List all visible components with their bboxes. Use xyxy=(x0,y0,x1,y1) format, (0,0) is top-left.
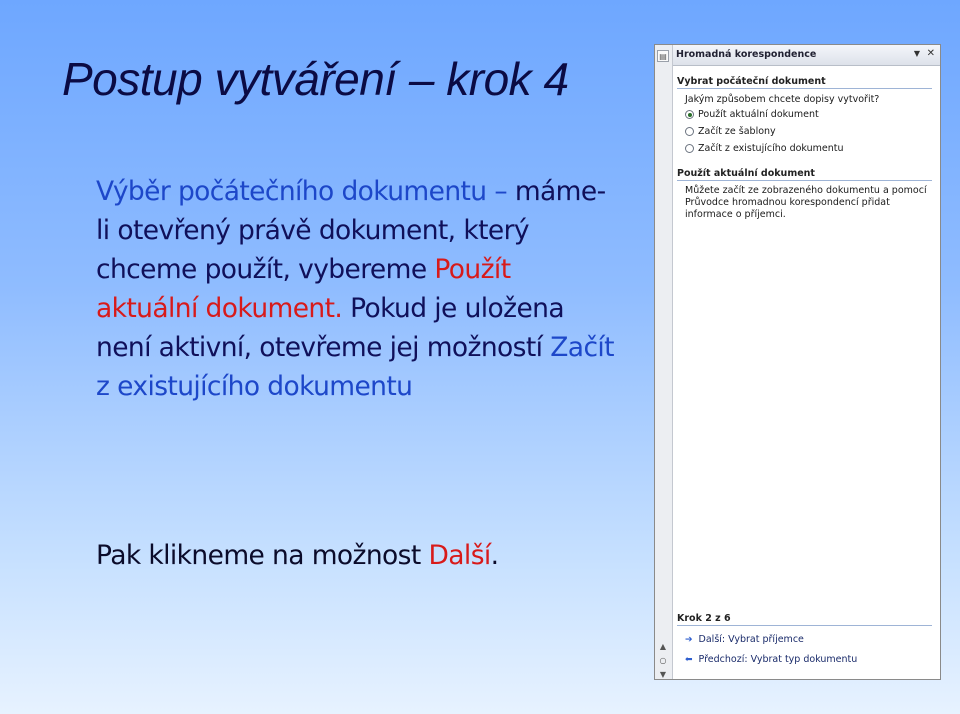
pane-icon-top[interactable]: ▤ xyxy=(657,50,669,62)
scroll-circle-icon[interactable]: ○ xyxy=(659,656,667,665)
use-current-doc-description: Můžete začít ze zobrazeného dokumentu a pomocí Průvodce hromadnou korespondencí přidat informace o příjemci. xyxy=(685,185,927,220)
body-text-2: Pokud je uložena není aktivní, otevřeme jej možností xyxy=(96,293,565,363)
next-step-link[interactable] xyxy=(685,634,804,645)
pane-side-strip xyxy=(655,45,673,679)
pane-header xyxy=(673,45,940,66)
scroll-up-icon[interactable]: ▲ xyxy=(659,642,667,651)
next-step-label: Další: Vybrat příjemce xyxy=(698,634,804,645)
bottom-suffix: . xyxy=(490,540,499,571)
slide-body-text xyxy=(96,172,616,406)
body-text-1: máme-li otevřený právě dokument, který chceme použít, vybereme xyxy=(96,176,606,285)
previous-step-link[interactable] xyxy=(685,654,857,665)
radio-option-current-doc[interactable] xyxy=(685,109,819,120)
radio-label: Použít aktuální dokument xyxy=(698,109,819,120)
bottom-highlight-next: Další xyxy=(428,540,491,571)
arrow-right-icon: ➔ xyxy=(685,634,693,645)
radio-label: Začít ze šablony xyxy=(698,126,776,137)
radio-checked-icon[interactable] xyxy=(685,110,694,119)
radio-unchecked-icon[interactable] xyxy=(685,144,694,153)
section-select-start-doc-header: Vybrat počáteční dokument xyxy=(677,76,932,89)
pane-close-icon[interactable]: ✕ xyxy=(926,48,935,59)
radio-option-template[interactable] xyxy=(685,126,776,137)
previous-step-label: Předchozí: Vybrat typ dokumentu xyxy=(698,654,858,665)
pane-title: Hromadná korespondence xyxy=(676,49,817,60)
slide-bottom-text xyxy=(96,540,499,571)
mail-merge-task-pane xyxy=(654,44,941,680)
body-intro: Výběr počátečního dokumentu – xyxy=(96,176,507,207)
arrow-left-icon: ⬅ xyxy=(685,654,693,665)
section-use-current-doc-header: Použít aktuální dokument xyxy=(677,168,932,181)
body-highlight-existing-doc: Začít z existujícího dokumentu xyxy=(96,332,614,402)
radio-unchecked-icon[interactable] xyxy=(685,127,694,136)
body-highlight-current-doc: Použít aktuální dokument. xyxy=(96,254,511,324)
radio-option-existing-doc[interactable] xyxy=(685,143,844,154)
slide-title: Postup vytváření – krok 4 xyxy=(62,53,569,105)
step-indicator: Krok 2 z 6 xyxy=(677,613,932,626)
pane-menu-dropdown-icon[interactable]: ▼ xyxy=(913,49,920,58)
radio-label: Začít z existujícího dokumentu xyxy=(698,143,844,154)
start-doc-question: Jakým způsobem chcete dopisy vytvořit? xyxy=(685,94,880,105)
bottom-prefix: Pak klikneme na možnost xyxy=(96,540,429,571)
scroll-down-icon[interactable]: ▼ xyxy=(659,670,667,679)
